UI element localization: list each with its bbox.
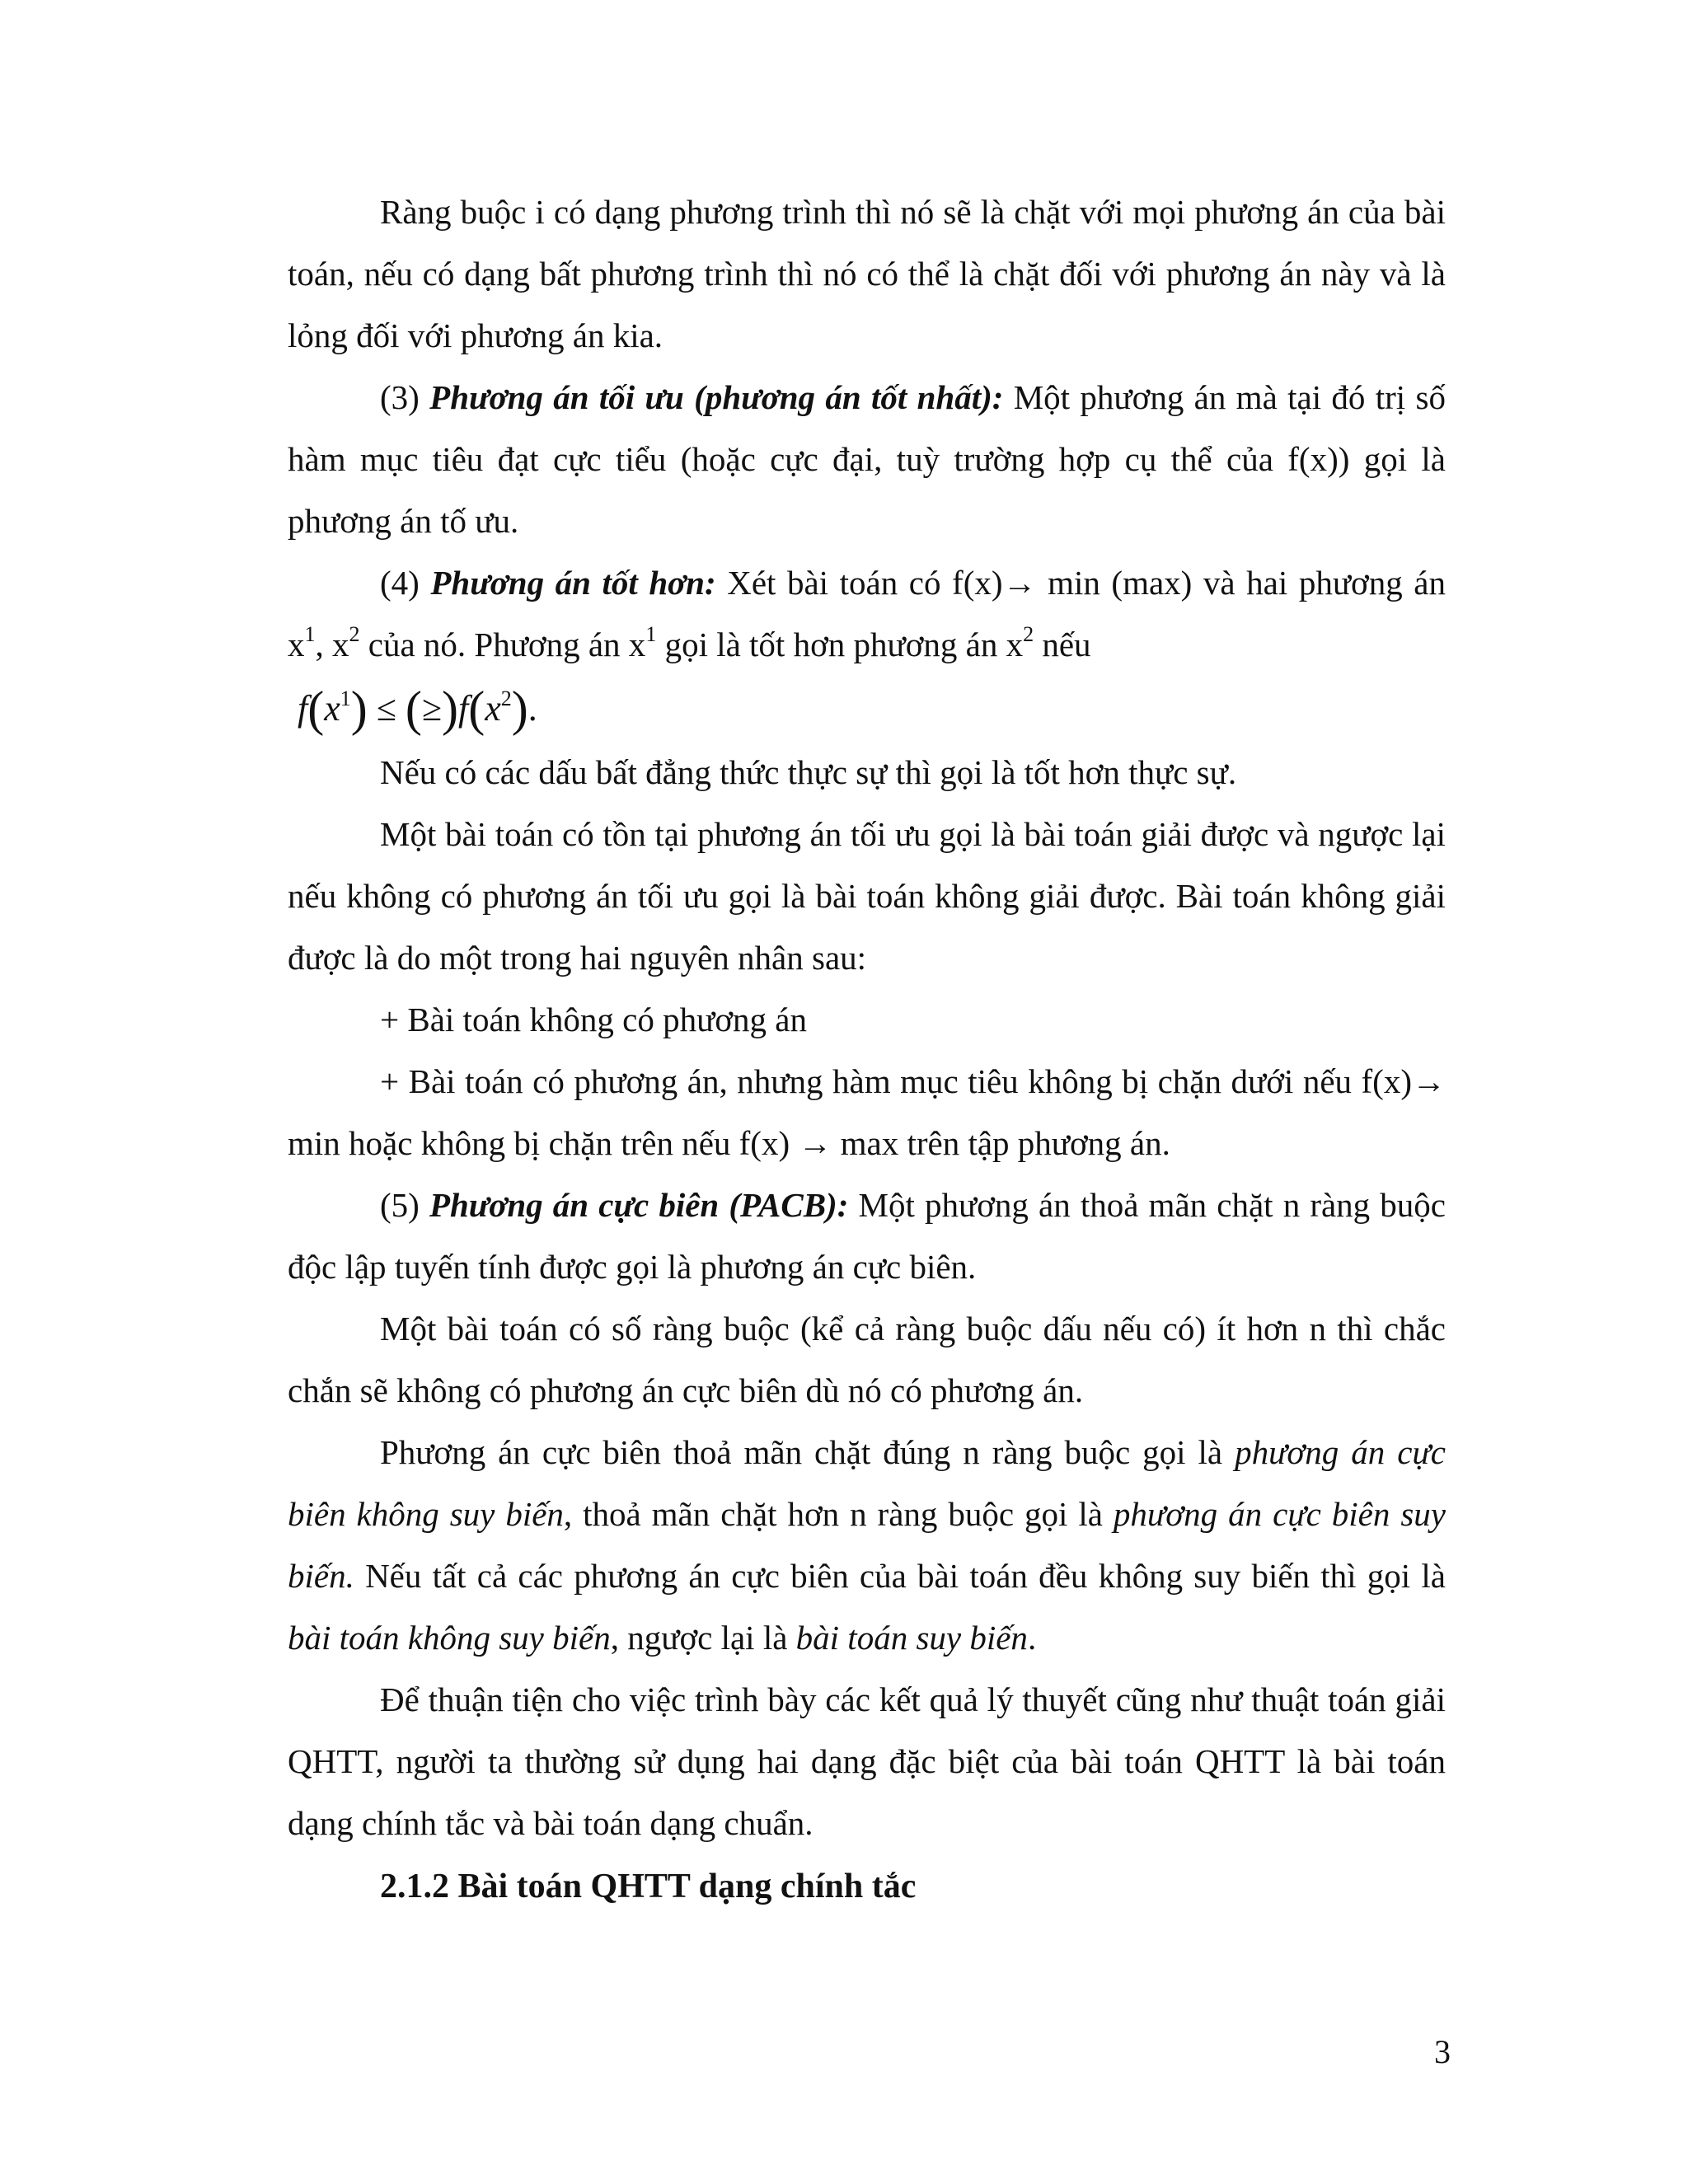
paragraph-constraint-tightness — [288, 181, 1446, 367]
term-nondegenerate-extreme: phương án cực biên không suy biến — [288, 1433, 1446, 1533]
superscript: 1 — [645, 622, 657, 646]
paragraph-text: Xét bài toán có f(x)→ min (max) và hai phương án x — [288, 564, 1446, 663]
formula-variable: x — [485, 688, 501, 729]
inequality-formula — [288, 676, 1446, 742]
item-number: (4) — [380, 564, 431, 602]
paragraph-solvable-problem — [288, 804, 1446, 989]
paragraph-text: Để thuận tiện cho việc trình bày các kết quả lý thuyết cũng như thuật toán giải QHTT, người ta thường sử dụng hai dạng đặc biệt của bài toán QHTT là bài toán dạng chính tắc và bài toán dạng chuẩn. — [288, 1680, 1446, 1842]
formula-period: . — [528, 688, 537, 729]
formula-superscript: 2 — [500, 687, 512, 710]
bullet-unbounded — [288, 1051, 1446, 1174]
paragraph-text: Một phương án thoả mãn chặt n ràng buộc độc lập tuyến tính được gọi là phương án cực biên. — [288, 1186, 1447, 1286]
term-degenerate-problem: bài toán suy biến — [795, 1619, 1028, 1657]
formula-relation: ≤ — [367, 688, 406, 729]
term-optimal-solution: Phương án tối ưu (phương án tốt nhất): — [429, 378, 1004, 416]
term-better-solution: Phương án tốt hơn: — [430, 564, 716, 602]
paragraph-text: + Bài toán có phương án, nhưng hàm mục tiêu không bị chặn dưới nếu f(x)→ min hoặc không bị chặn trên nếu f(x) → max trên tập phương án. — [288, 1062, 1446, 1162]
paragraph-text: , thoả mãn chặt hơn n ràng buộc gọi là — [563, 1495, 1114, 1533]
paragraph-degenerate — [288, 1422, 1446, 1669]
item-number: (3) — [380, 378, 430, 416]
paragraph-text: + Bài toán không có phương án — [380, 1001, 807, 1038]
bullet-no-solution — [288, 989, 1446, 1051]
paragraph-text: Một phương án mà tại đó trị số hàm mục tiêu đạt cực tiểu (hoặc cực đại, tuỳ trường hợp cụ thể của f(x)) gọi là phương án tố ưu. — [288, 378, 1446, 540]
superscript: 2 — [349, 622, 360, 646]
term-degenerate-extreme: phương án cực biên suy biến. — [288, 1495, 1446, 1595]
paragraph-text: , x — [315, 626, 349, 663]
superscript: 1 — [304, 622, 316, 646]
item-number: (5) — [380, 1186, 429, 1224]
paragraph-special-forms — [288, 1669, 1446, 1854]
formula-relation: ≥ — [421, 688, 443, 729]
paragraph-text: Nếu tất cả các phương án cực biên của bài toán đều không suy biến thì gọi là — [354, 1557, 1446, 1595]
term-nondegenerate-problem: bài toán không suy biến — [288, 1619, 611, 1657]
paragraph-text: Ràng buộc i có dạng phương trình thì nó sẽ là chặt với mọi phương án của bài toán, nếu có dạng bất phương trình thì nó có thể là chặt đối với phương án này và là lỏng đối với phương án kia. — [288, 193, 1446, 354]
term-extreme-solution: Phương án cực biên (PACB): — [429, 1186, 849, 1224]
paragraph-text: . — [1027, 1619, 1037, 1657]
paragraph-text: Một bài toán có số ràng buộc (kể cả ràng buộc dấu nếu có) ít hơn n thì chắc chắn sẽ không có phương án cực biên dù nó có phương án. — [288, 1310, 1446, 1409]
superscript: 2 — [1023, 622, 1034, 646]
formula-variable: x — [324, 688, 340, 729]
formula-paren: ) — [442, 682, 459, 736]
formula-paren: ( — [405, 682, 422, 736]
paragraph-text: Nếu có các dấu bất đẳng thức thực sự thì gọi là tốt hơn thực sự. — [380, 753, 1237, 791]
paragraph-fewer-constraints — [288, 1298, 1446, 1422]
page-body — [288, 181, 1446, 1918]
formula-paren: ) — [350, 682, 368, 736]
paragraph-text: , ngược lại là — [610, 1619, 796, 1657]
paragraph-text: Phương án cực biên thoả mãn chặt đúng n ràng buộc gọi là — [380, 1433, 1236, 1471]
paragraph-text: nếu — [1034, 626, 1091, 663]
formula-paren: ( — [307, 682, 325, 736]
paragraph-extreme-solution — [288, 1174, 1446, 1298]
page-number: 3 — [1434, 2033, 1451, 2070]
paragraph-strictly-better — [288, 742, 1446, 804]
formula-superscript: 1 — [340, 687, 351, 710]
paragraph-text: của nó. Phương án x — [359, 626, 646, 663]
paragraph-text: gọi là tốt hơn phương án x — [656, 626, 1024, 663]
formula-function: f — [458, 688, 469, 729]
paragraph-text: Một bài toán có tồn tại phương án tối ưu gọi là bài toán giải được và ngược lại nếu không có phương án tối ưu gọi là bài toán không giải được. Bài toán không giải được là do một trong hai nguyên nhân sau: — [288, 815, 1446, 977]
formula-paren: ) — [511, 682, 528, 736]
paragraph-optimal-solution — [288, 367, 1446, 552]
formula-paren: ( — [468, 682, 485, 736]
section-heading: 2.1.2 Bài toán QHTT dạng chính tắc — [380, 1868, 917, 1905]
paragraph-better-solution — [288, 552, 1446, 676]
formula-function: f — [298, 688, 308, 729]
